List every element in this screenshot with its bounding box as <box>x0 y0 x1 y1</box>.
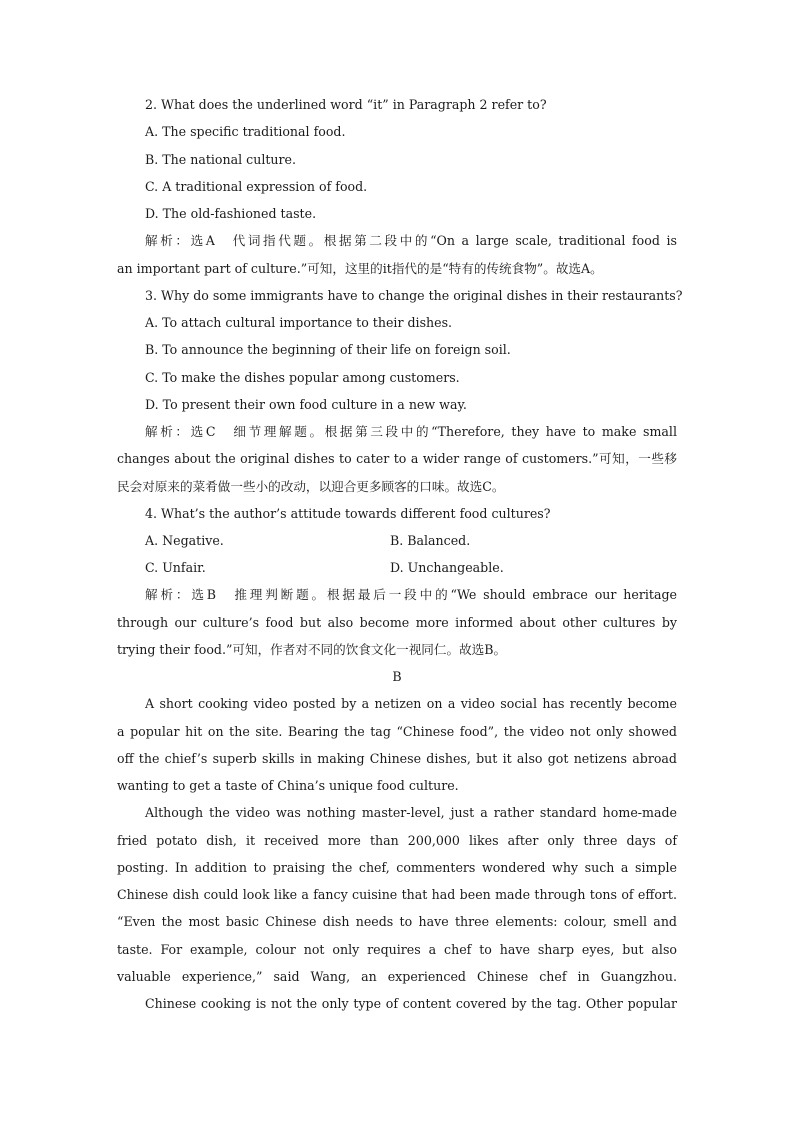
q3-option-d: D. To present their own food culture in a new way. <box>145 397 467 412</box>
passage-line: valuable experience,” said Wang, an experienced Chinese chef in Guangzhou. <box>117 969 677 984</box>
q2-option-a: A. The specific traditional food. <box>145 124 346 139</box>
passage-line: A short cooking video posted by a netizen on a video social has recently become <box>145 696 677 711</box>
q2-analysis-line-1: 解析：选A 代词指代题。根据第二段中的“On a large scale, traditional food is <box>145 233 677 248</box>
passage-line: “Even the most basic Chinese dish needs to have three elements: colour, smell and <box>117 914 677 929</box>
q4-analysis-line-3: trying their food.”可知，作者对不同的饮食文化一视同仁。故选B。 <box>117 642 507 657</box>
q4-option-c: C. Unfair. <box>145 560 206 575</box>
q3-stem: 3. Why do some immigrants have to change the original dishes in their restaurants? <box>145 288 683 303</box>
q3-option-a: A. To attach cultural importance to their dishes. <box>145 315 453 330</box>
q4-option-a: A. Negative. <box>145 533 224 548</box>
q2-stem: 2. What does the underlined word “it” in Paragraph 2 refer to? <box>145 97 547 112</box>
q4-option-d: D. Unchangeable. <box>390 560 504 575</box>
q3-option-c: C. To make the dishes popular among customers. <box>145 370 460 385</box>
passage-line: posting. In addition to praising the chef, commenters wondered why such a simple <box>117 860 677 875</box>
q3-analysis-line-1: 解析：选C 细节理解题。根据第三段中的“Therefore, they have to make small <box>145 424 677 439</box>
q4-analysis-line-2: through our culture’s food but also become more informed about other cultures by <box>117 615 677 630</box>
passage-line: fried potato dish, it received more than 200,000 likes after only three days of <box>117 833 677 848</box>
q2-option-d: D. The old-fashioned taste. <box>145 206 317 221</box>
section-label: B <box>392 669 402 684</box>
passage-line: Chinese cooking is not the only type of content covered by the tag. Other popular <box>145 996 677 1011</box>
passage-line: a popular hit on the site. Bearing the tag “Chinese food”, the video not only showed <box>117 724 677 739</box>
passage-line: Although the video was nothing master-level, just a rather standard home-made <box>145 805 677 820</box>
q2-option-b: B. The national culture. <box>145 152 297 167</box>
q2-analysis-line-2: an important part of culture.”可知，这里的it指代的是“特有的传统食物”。故选A。 <box>117 261 603 276</box>
q3-analysis-line-2: changes about the original dishes to cater to a wider range of customers.”可知，一些移 <box>117 451 677 466</box>
q4-stem: 4. What’s the author’s attitude towards different food cultures? <box>145 506 551 521</box>
q3-analysis-line-3: 民会对原来的菜肴做一些小的改动，以迎合更多顾客的口味。故选C。 <box>117 479 505 494</box>
passage-line: Chinese dish could look like a fancy cuisine that had been made through tons of effort. <box>117 887 677 902</box>
q2-option-c: C. A traditional expression of food. <box>145 179 368 194</box>
q3-option-b: B. To announce the beginning of their life on foreign soil. <box>145 342 511 357</box>
passage-line: wanting to get a taste of China’s unique food culture. <box>117 778 459 793</box>
q4-option-b: B. Balanced. <box>390 533 471 548</box>
passage-line: off the chief’s superb skills in making Chinese dishes, but it also got netizens abroad <box>117 751 677 766</box>
passage-line: taste. For example, colour not only requires a chef to have sharp eyes, but also <box>117 942 677 957</box>
q4-analysis-line-1: 解析：选B 推理判断题。根据最后一段中的“We should embrace our heritage <box>145 587 677 602</box>
